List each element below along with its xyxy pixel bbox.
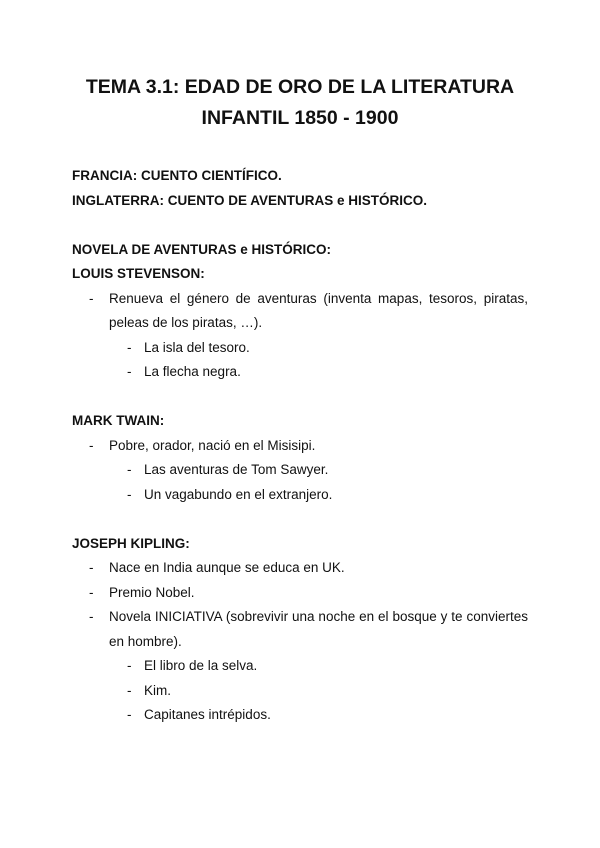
list-item-text: Novela INICIATIVA (sobrevivir una noche en el bosque y te conviertes en hombre). (109, 609, 528, 649)
inglaterra-heading: INGLATERRA: CUENTO DE AVENTURAS e HISTÓRICO. (72, 192, 428, 208)
kipling-heading: JOSEPH KIPLING: (72, 535, 190, 551)
bullet-dash: - (127, 682, 132, 698)
kipling-works-list (72, 654, 528, 728)
sub-list-item-text: Un vagabundo en el extranjero. (144, 486, 333, 502)
bullet-dash: - (127, 658, 132, 673)
stevenson-section (72, 238, 528, 385)
list-item (72, 434, 528, 459)
kipling-section (72, 532, 528, 728)
list-item (72, 287, 528, 336)
bullet-dash: - (89, 584, 94, 600)
sub-list-item (72, 458, 528, 483)
title-line-2: INFANTIL 1850 - 1900 (201, 107, 399, 129)
bullet-dash: - (127, 707, 132, 722)
bullet-dash: - (127, 462, 132, 477)
bullet-dash: - (89, 560, 94, 575)
stevenson-list (72, 287, 528, 336)
document-title (72, 0, 528, 134)
bullet-dash: - (127, 486, 132, 502)
sub-list-item-text: Las aventuras de Tom Sawyer. (144, 462, 329, 477)
intro-section (72, 164, 528, 213)
stevenson-heading: LOUIS STEVENSON: (72, 266, 205, 281)
bullet-dash: - (89, 290, 94, 306)
list-item-text: Pobre, orador, nació en el Misisipi. (109, 437, 316, 453)
list-item (72, 581, 528, 606)
twain-works-list (72, 458, 528, 507)
list-item-text: Premio Nobel. (109, 584, 195, 600)
stevenson-works-list (72, 336, 528, 385)
bullet-dash: - (127, 364, 132, 379)
kipling-list (72, 556, 528, 654)
sub-list-item-text: Kim. (144, 682, 171, 698)
sub-list-item (72, 703, 528, 728)
francia-heading: FRANCIA: CUENTO CIENTÍFICO. (72, 168, 282, 183)
sub-list-item (72, 483, 528, 508)
sub-list-item (72, 654, 528, 679)
sub-list-item-text: La isla del tesoro. (144, 339, 250, 355)
sub-list-item (72, 360, 528, 385)
sub-list-item-text: El libro de la selva. (144, 658, 258, 673)
title-line-1: TEMA 3.1: EDAD DE ORO DE LA LITERATURA (85, 76, 515, 98)
list-item (72, 556, 528, 581)
list-item-text: Renueva el género de aventuras (inventa mapas, tesoros, piratas, peleas de los piratas, …). (109, 290, 528, 330)
list-item-text: Nace en India aunque se educa en UK. (109, 560, 345, 575)
sub-list-item (72, 336, 528, 361)
sub-list-item-text: Capitanes intrépidos. (144, 707, 271, 722)
novela-heading: NOVELA DE AVENTURAS e HISTÓRICO: (72, 241, 332, 257)
bullet-dash: - (89, 609, 94, 624)
bullet-dash: - (127, 339, 132, 355)
twain-list (72, 434, 528, 459)
list-item (72, 605, 528, 654)
sub-list-item-text: La flecha negra. (144, 364, 241, 379)
twain-section (72, 409, 528, 507)
twain-heading: MARK TWAIN: (72, 413, 165, 428)
bullet-dash: - (89, 437, 94, 453)
sub-list-item (72, 679, 528, 704)
